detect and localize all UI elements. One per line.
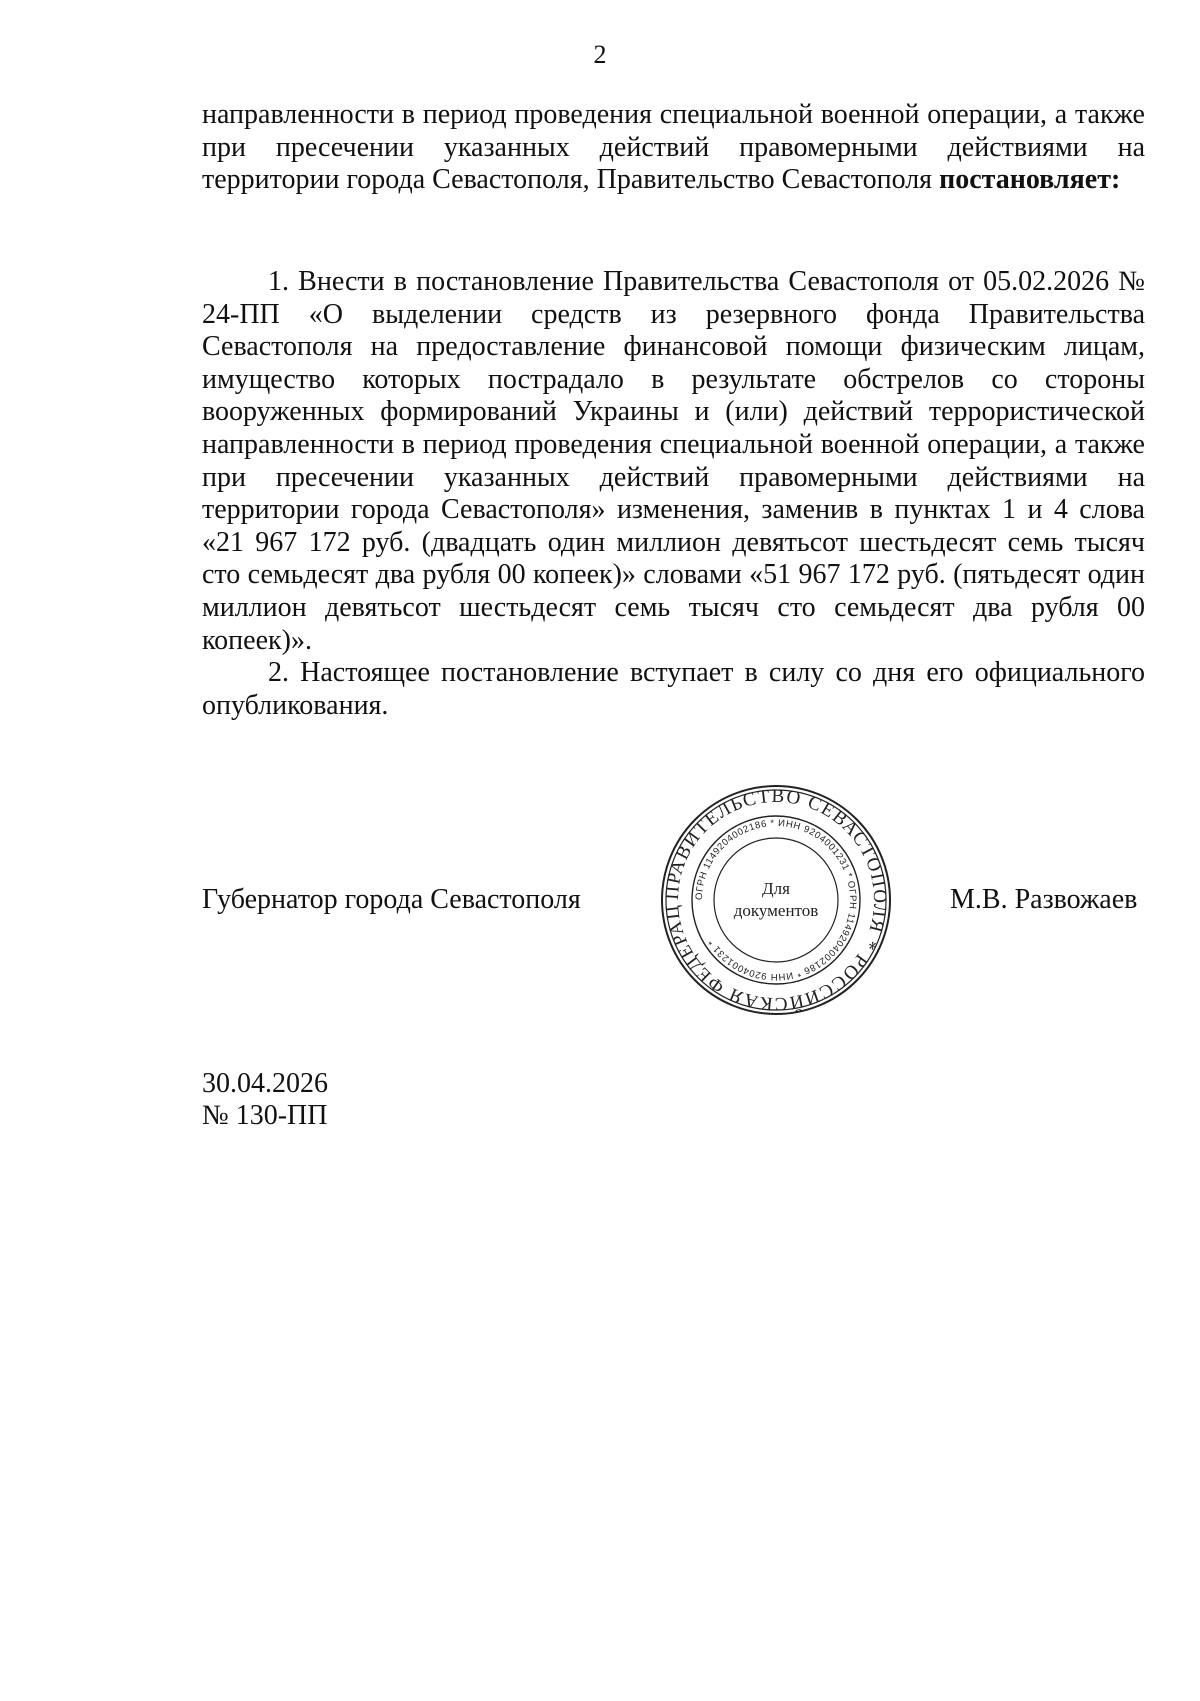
seal-outer-textpath: ПРАВИТЕЛЬСТВО СЕВАСТОПОЛЯ * РОССИЙСКАЯ ФЕДЕРАЦ [661,785,891,1015]
intro-text-block [202,99,1145,197]
decree-clauses [202,266,1145,722]
governor-name: М.В. Развожаев [950,884,1138,915]
page-number: 2 [593,40,607,69]
clause-2: 2. Настоящее постановление вступает в силу со дня его официального опубликования. [202,657,1145,721]
seal-center-line-1: Для [762,879,790,898]
intro-paragraph [202,99,1145,197]
decree-word: постановляет: [939,164,1121,196]
seal-inner-textpath: ОГРН 1149204002186 * ИНН 9204001231 * ОГРН 1149204002186 * ИНН 9204001231 * [693,817,859,983]
intro-text: направленности в период проведения специальной военной операции, а также при пресечении указанных действий правомерными действиями на территории города Севастополя, Правительство Севастополя [202,99,1145,196]
clause-1: 1. Внести в постановление Правительства Севастополя от 05.02.2026 № 24-ПП «О выделении средств из резервного фонда Правительства Севастополя на предоставление финансовой помощи физическим лицам, имущество которых пострадало в результате обстрелов со стороны вооруженных формирований Украины и (или) действий террористической направленности в период проведения специальной военной операции, а также при пресечении указанных действий правомерными действиями на территории города Севастополя» изменения, заменив в пунктах 1 и 4 слова «21 967 172 руб. (двадцать один миллион девятьсот шестьдесят семь тысяч сто семьдесят два рубля 00 копеек)» словами «51 967 172 руб. (пятьдесят один миллион девятьсот шестьдесят семь тысяч сто семьдесят два рубля 00 копеек)». [202,266,1145,656]
official-seal [660,784,892,1016]
seal-center-line-2: документов [733,901,819,920]
document-meta [202,1068,328,1132]
document-number: № 130-ПП [202,1100,328,1131]
governor-title: Губернатор города Севастополя [202,884,581,915]
document-date: 30.04.2026 [202,1068,328,1099]
